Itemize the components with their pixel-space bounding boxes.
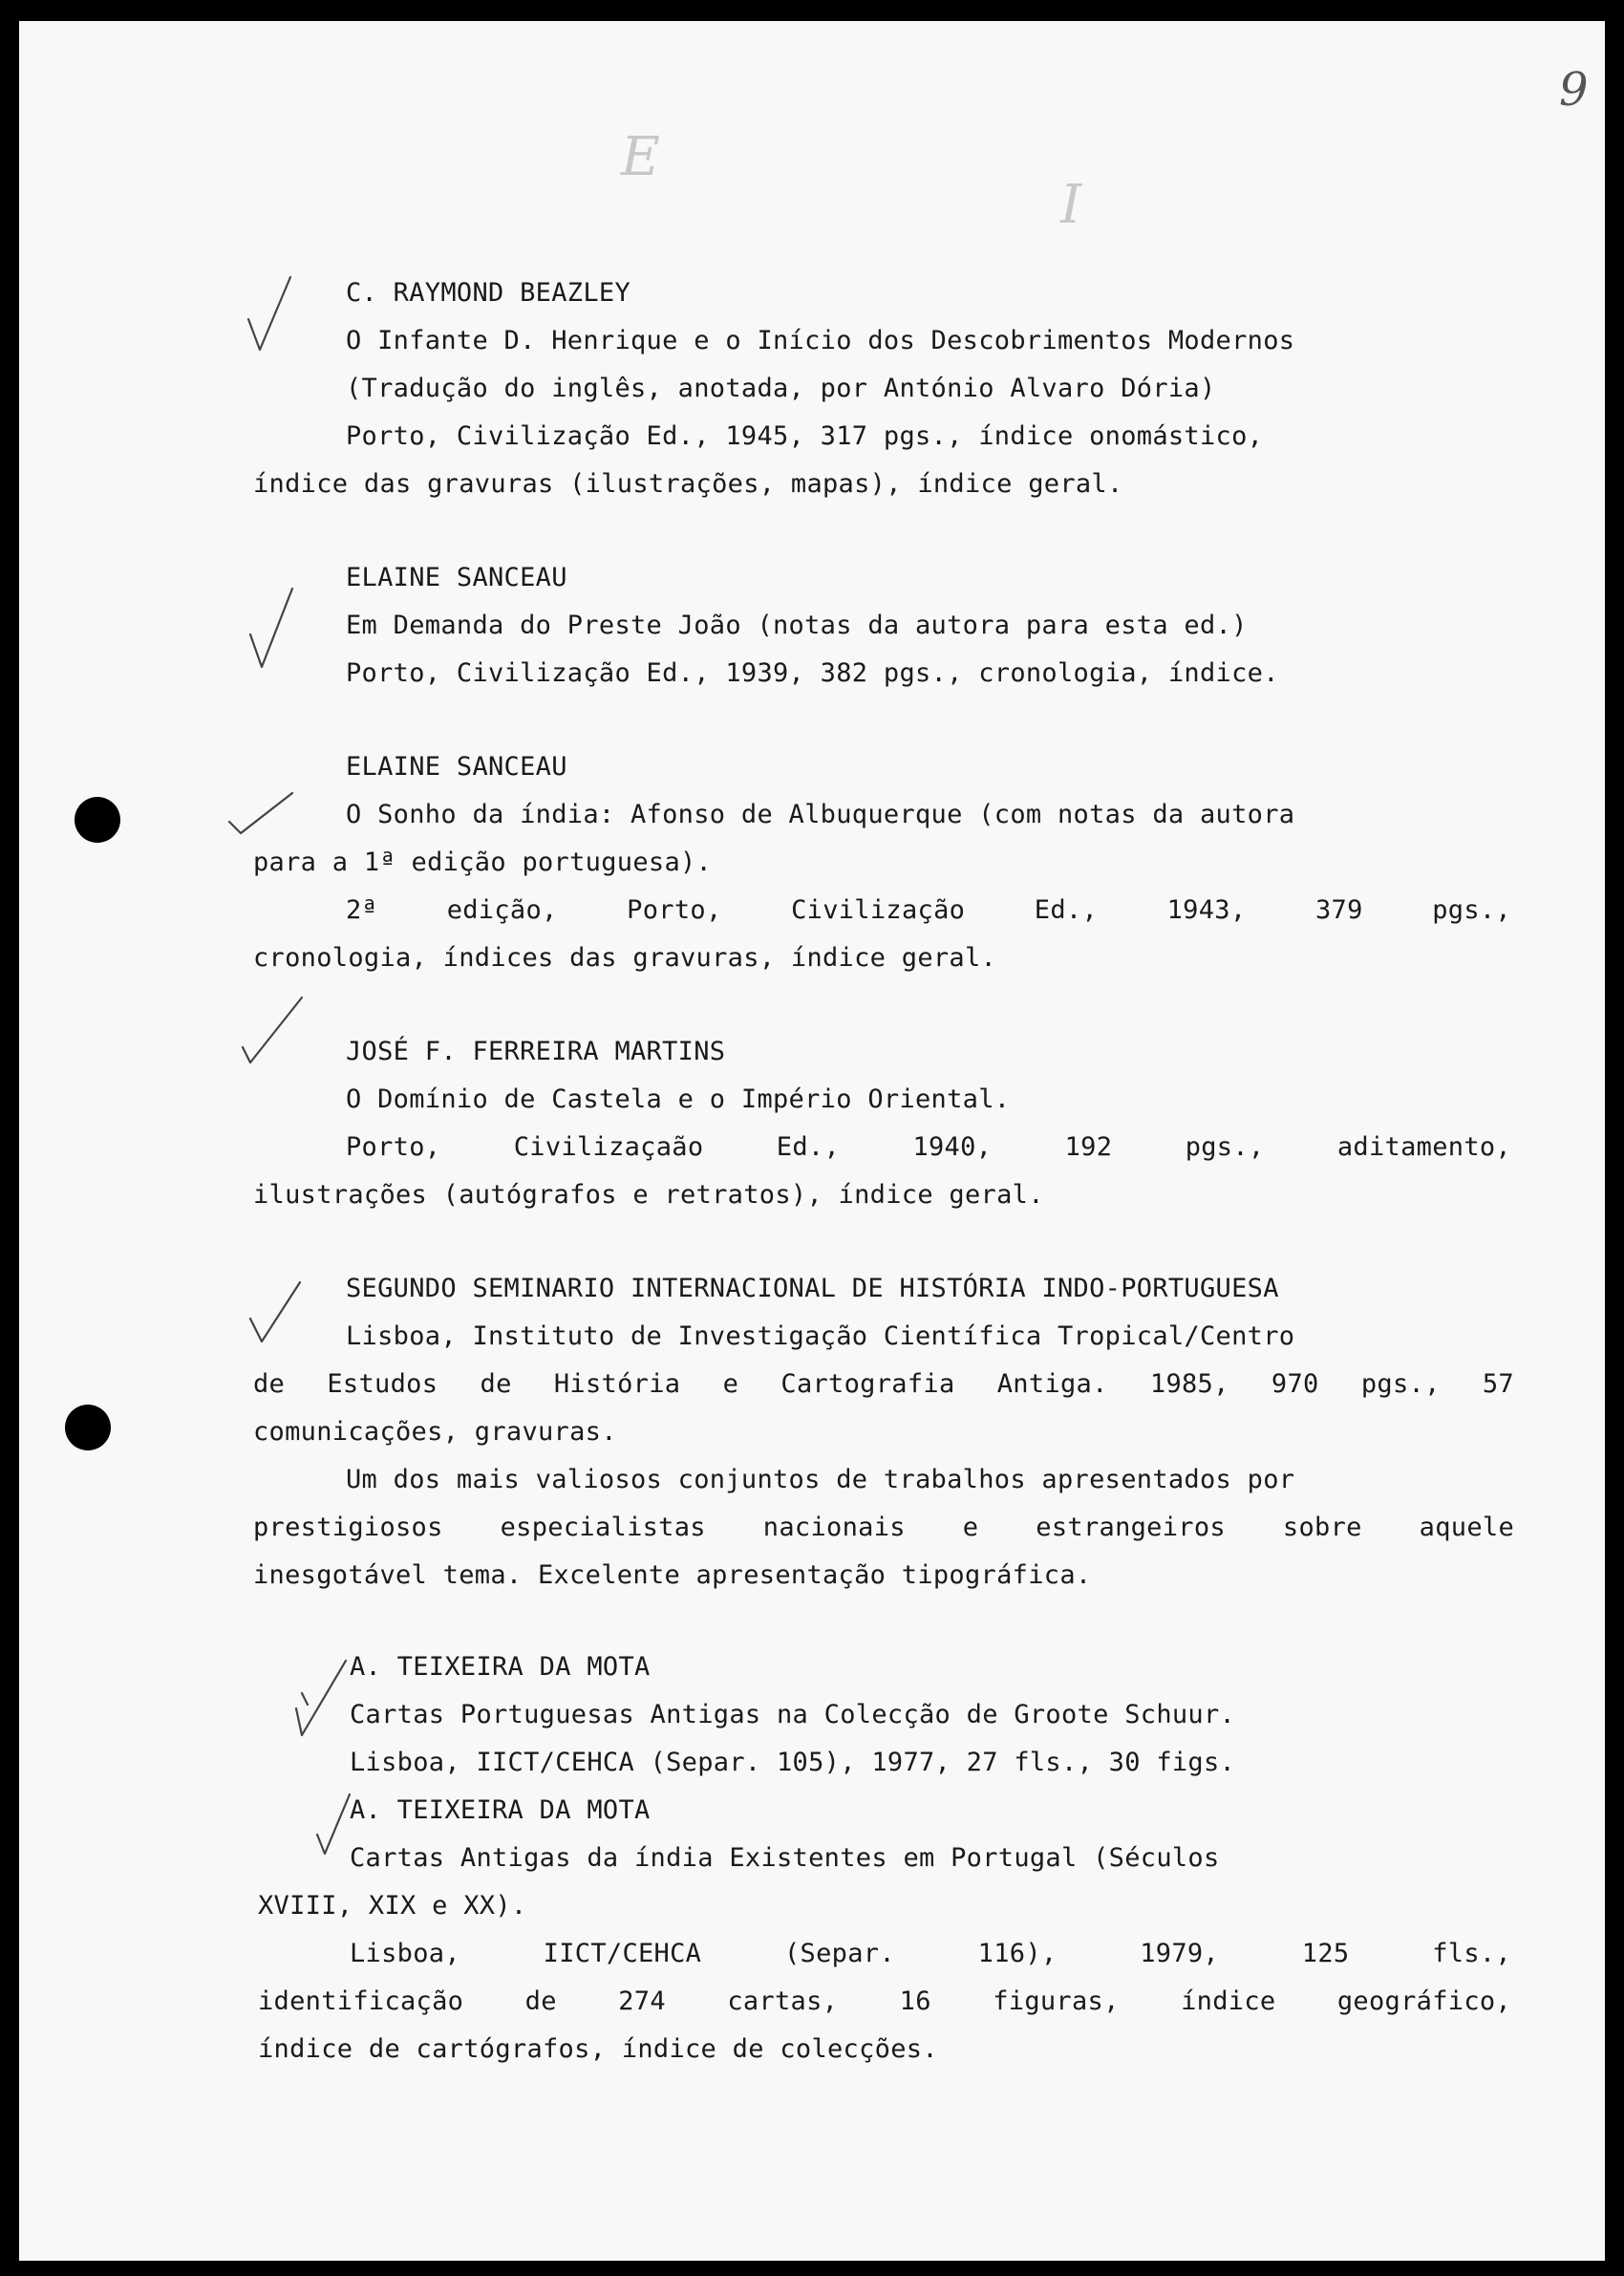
document-page xyxy=(19,21,1605,2261)
entry-author: ELAINE SANCEAU xyxy=(346,752,567,782)
punch-hole xyxy=(75,797,120,843)
entry-author: ELAINE SANCEAU xyxy=(346,563,567,592)
entry-line: O Domínio de Castela e o Império Oriental. xyxy=(346,1084,1011,1114)
entry-author: A. TEIXEIRA DA MOTA xyxy=(350,1652,651,1682)
entry-line: Porto, Civilização Ed., 1945, 317 pgs., índice onomástico, xyxy=(346,421,1264,451)
entry-line: comunicações, gravuras. xyxy=(253,1417,617,1447)
entry-line: Cartas Antigas da índia Existentes em Portugal (Séculos xyxy=(350,1843,1220,1873)
entry-line: índice das gravuras (ilustrações, mapas), índice geral. xyxy=(253,469,1123,499)
entry-line: Porto, Civilização Ed., 1939, 382 pgs., cronologia, índice. xyxy=(346,658,1279,688)
entry-author: C. RAYMOND BEAZLEY xyxy=(346,278,630,308)
entry-line: O Sonho da índia: Afonso de Albuquerque (com notas da autora xyxy=(346,800,1295,829)
entry-author: JOSÉ F. FERREIRA MARTINS xyxy=(346,1037,726,1066)
checkmark-icon xyxy=(237,986,313,1072)
entry-line: 2ª edição, Porto, Civilização Ed., 1943, 379 pgs., xyxy=(346,895,1511,925)
entry-line: Cartas Portuguesas Antigas na Colecção de Groote Schuur. xyxy=(350,1700,1236,1729)
entry-line: para a 1ª edição portuguesa). xyxy=(253,848,713,877)
faint-pencil-mark: I xyxy=(1060,174,1082,236)
entry-line: (Tradução do inglês, anotada, por António Alvaro Dória) xyxy=(346,374,1216,403)
entry-line: ilustrações (autógrafos e retratos), índice geral. xyxy=(253,1180,1044,1210)
entry-line: Em Demanda do Preste João (notas da autora para esta ed.) xyxy=(346,611,1248,640)
entry-line: cronologia, índices das gravuras, índice geral. xyxy=(253,943,997,973)
entry-line: Lisboa, Instituto de Investigação Científica Tropical/Centro xyxy=(346,1321,1295,1351)
entry-line: identificação de 274 cartas, 16 figuras, índice geográfico, xyxy=(258,1986,1511,2016)
entry-line: índice de cartógrafos, índice de colecções. xyxy=(258,2034,938,2064)
checkmark-icon xyxy=(241,271,317,357)
entry-line: inesgotável tema. Excelente apresentação tipográfica. xyxy=(253,1560,1092,1590)
entry-line: O Infante D. Henrique e o Início dos Descobrimentos Modernos xyxy=(346,326,1295,355)
checkmark-icon xyxy=(245,1263,321,1349)
faint-pencil-mark: E xyxy=(621,126,660,188)
entry-line: Porto, Civilizaçaão Ed., 1940, 192 pgs., aditamento, xyxy=(346,1132,1511,1162)
entry-line: Lisboa, IICT/CEHCA (Separ. 116), 1979, 125 fls., xyxy=(350,1939,1511,1968)
entry-line: prestigiosos especialistas nacionais e estrangeiros sobre aquele xyxy=(253,1513,1514,1542)
entry-author: A. TEIXEIRA DA MOTA xyxy=(350,1795,651,1825)
entry-line: de Estudos de História e Cartografia Antiga. 1985, 970 pgs., 57 xyxy=(253,1369,1514,1399)
entry-line: Lisboa, IICT/CEHCA (Separ. 105), 1977, 27 fls., 30 figs. xyxy=(350,1748,1236,1777)
page-number: 9 xyxy=(1559,63,1589,117)
punch-hole xyxy=(65,1405,111,1450)
entry-line: XVIII, XIX e XX). xyxy=(258,1891,527,1921)
entry-line: Um dos mais valiosos conjuntos de trabalhos apresentados por xyxy=(346,1465,1295,1494)
entry-author: SEGUNDO SEMINARIO INTERNACIONAL DE HISTÓRIA INDO-PORTUGUESA xyxy=(346,1274,1279,1303)
checkmark-icon xyxy=(245,585,321,671)
